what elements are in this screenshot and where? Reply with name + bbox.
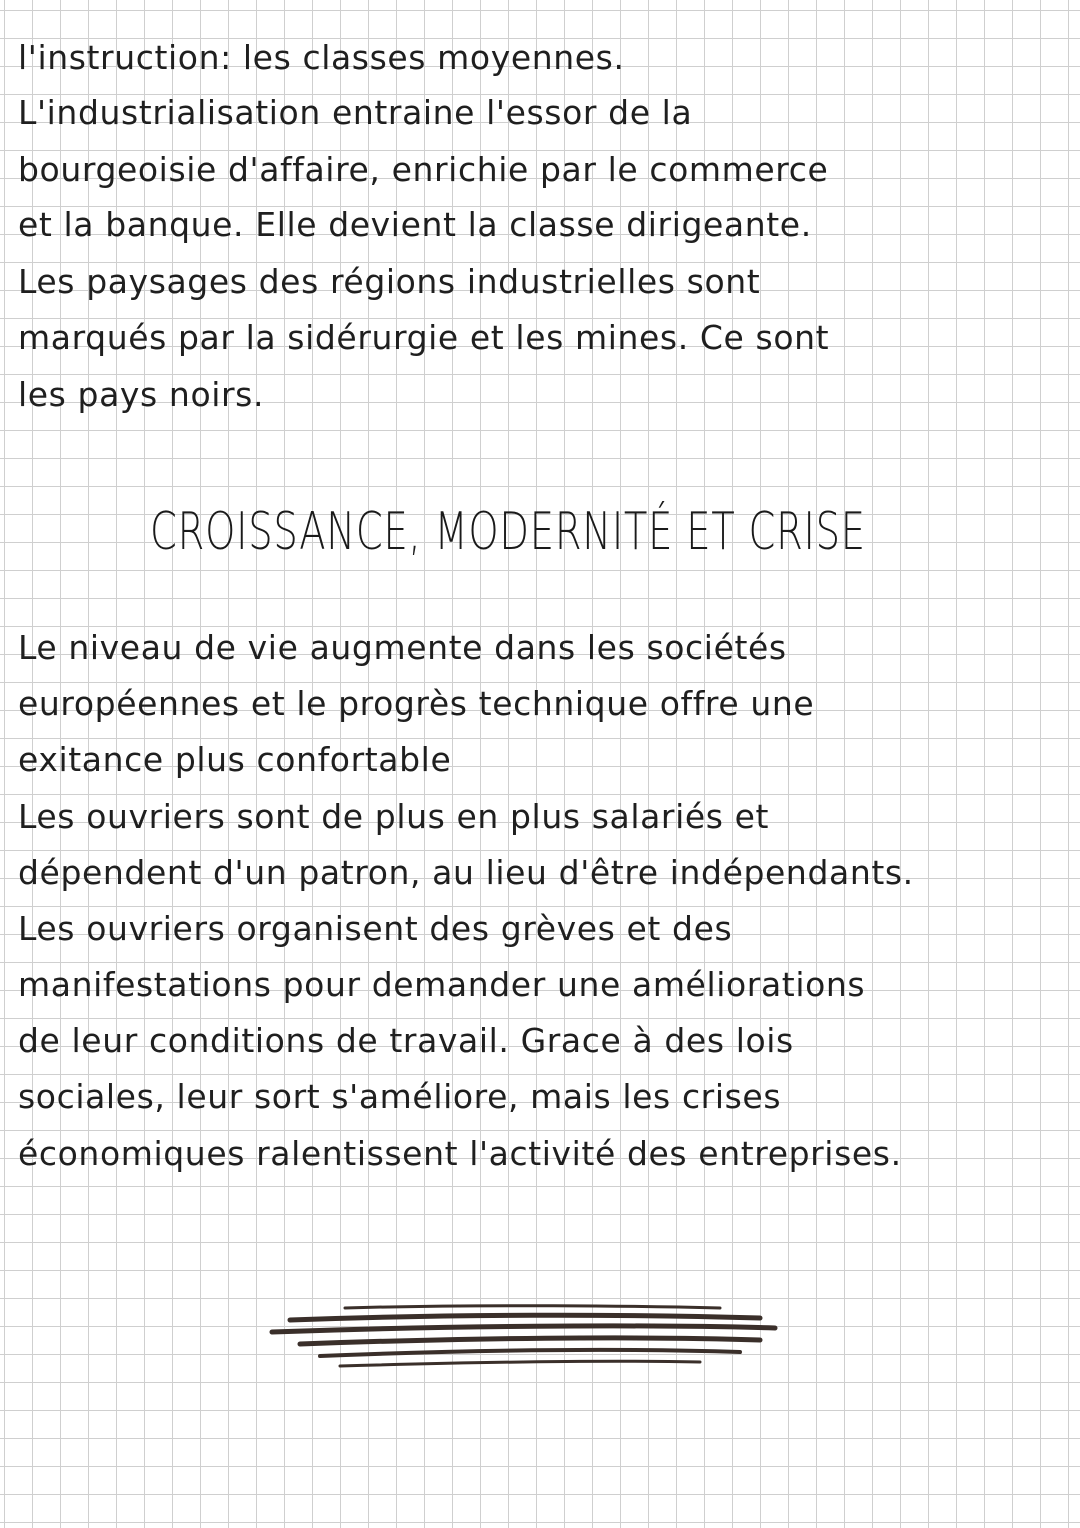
intro-line-3: bourgeoisie d'affaire, enrichie par le commerce (18, 150, 829, 189)
section-title: CROISSANCE, MODERNITÉ ET CRISE (150, 502, 866, 562)
body-line-2: européennes et le progrès technique offre une (18, 684, 815, 723)
body-line-5: dépendent d'un patron, au lieu d'être indépendants. (18, 853, 914, 892)
intro-line-2: L'industrialisation entraine l'essor de la (18, 93, 693, 132)
intro-line-6: marqués par la sidérurgie et les mines. Ce sont (18, 318, 830, 357)
body-line-6: Les ouvriers organisent des grèves et des (18, 909, 733, 948)
body-line-4: Les ouvriers sont de plus en plus salariés et (18, 797, 770, 836)
decorative-scribble (260, 1300, 800, 1380)
body-line-10: économiques ralentissent l'activité des entreprises. (18, 1134, 902, 1173)
intro-line-7: les pays noirs. (18, 375, 265, 414)
body-line-7: manifestations pour demander une améliorations (18, 965, 866, 1004)
intro-line-5: Les paysages des régions industrielles sont (18, 262, 761, 301)
intro-line-4: et la banque. Elle devient la classe dirigeante. (18, 205, 812, 244)
body-line-3: exitance plus confortable (18, 740, 452, 779)
intro-line-1: l'instruction: les classes moyennes. (18, 38, 625, 77)
body-line-9: sociales, leur sort s'améliore, mais les crises (18, 1077, 782, 1116)
body-line-8: de leur conditions de travail. Grace à des lois (18, 1021, 794, 1060)
body-line-1: Le niveau de vie augmente dans les sociétés (18, 628, 787, 667)
